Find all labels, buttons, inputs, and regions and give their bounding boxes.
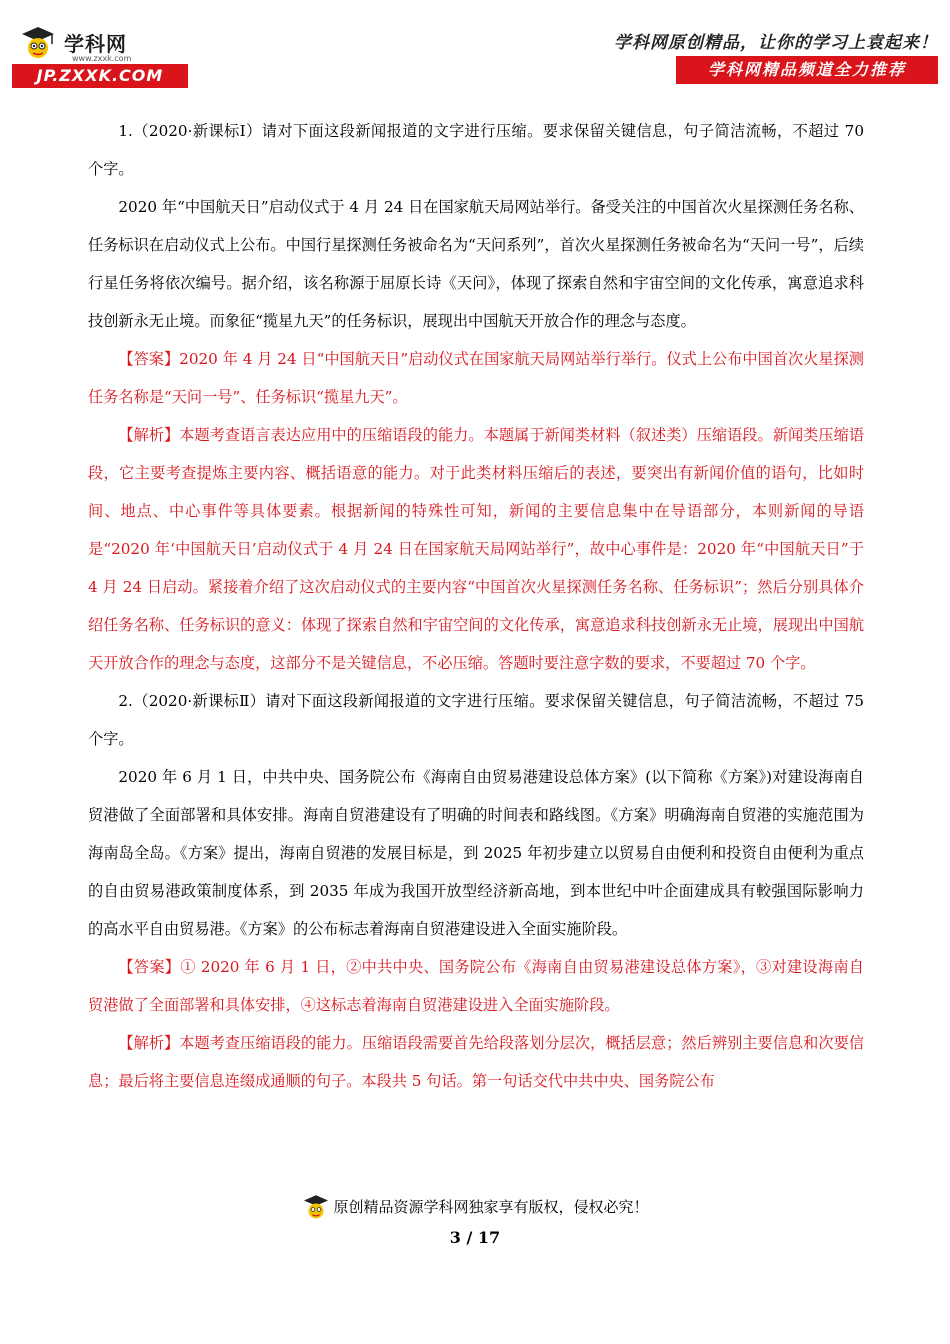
- recommend-banner: 学科网精品频道全力推荐: [676, 56, 938, 84]
- header-slogan: 学科网原创精品，让你的学习上袁起来！: [614, 33, 938, 53]
- question-1-answer: 【答案】2020 年 4 月 24 日“中国航天日”启动仪式在国家航天局网站举行举行。仪式上公布中国首次火星探测任务名称是“天问一号”、任务标识“揽星九天”。: [88, 350, 864, 406]
- question-2-analysis: 【解析】本题考查压缩语段的能力。压缩语段需要首先给段落划分层次，概括层意；然后辨别主要信息和次要信息；最后将主要信息连缀成通顺的句子。本段共 5 句话。第一句话交代中共中央、国务院公布: [88, 1034, 864, 1090]
- page-header: [0, 0, 950, 100]
- question-2-passage: 2020 年 6 月 1 日，中共中央、国务院公布《海南自由贸易港建设总体方案》(以下简称《方案》)对建设海南自贸港做了全面部署和具体安排。海南自贸港建设有了明确的时间表和路线图。《方案》明确海南自贸港的实施范围为海南岛全岛。《方案》提出，海南自贸港的发展目标是，到 2025 年初步建立以贸易自由便利和投资自由便利为重点的自由贸易港政策制度体系，到 2035 年成为我国开放型经济新高地，到本世纪中叶企面建成具有較强国际影响力的高水平自由贸易港。《方案》的公布标志着海南自贸港建设进入全面实施阶段。: [88, 768, 864, 938]
- question-2-prompt: 2.（2020·新课标Ⅱ）请对下面这段新闻报道的文字进行压缩。要求保留关键信息，句子简洁流畅，不超过 75 个字。: [88, 692, 864, 748]
- document-body: [88, 112, 864, 1100]
- question-1-passage: 2020 年“中国航天日”启动仪式于 4 月 24 日在国家航天局网站举行。备受关注的中国首次火星探测任务名称、任务标识在启动仪式上公布。中国行星探测任务被命名为“天问系列”，首次火星探测任务被命名为“天问一号”，后续行星任务将依次编号。据介绍，该名称源于屈原长诗《天问》，体现了探索自然和宇宙空间的文化传承，寓意追求科技创新永无止境。而象征“揽星九天”的任务标识，展现出中国航天开放合作的理念与态度。: [88, 198, 864, 330]
- copyright-notice: [0, 1193, 950, 1223]
- question-1-analysis: 【解析】本题考查语言表达应用中的压缩语段的能力。本题属于新闻类材料（叙述类）压缩语段。新闻类压缩语段，它主要考查提炼主要内容、概括语意的能力。对于此类材料压缩后的表述，要突出有新闻价值的语句，比如时间、地点、中心事件等具体要素。根据新闻的特殊性可知，新闻的主要信息集中在导语部分，本则新闻的导语是“2020 年‘中国航天日’启动仪式于 4 月 24 日在国家航天局网站举行”，故中心事件是：2020 年“中国航天日”于 4 月 24 日启动。紧接着介绍了这次启动仪式的主要内容“中国首次火星探测任务名称、任务标识”；然后分别具体介绍任务名称、任务标识的意义：体现了探索自然和宇宙空间的文化传承，寓意追求科技创新永无止境，展现出中国航天开放合作的理念与态度，这部分不是关键信息，不必压缩。答题时要注意字数的要求，不要超过 70 个字。: [88, 426, 864, 672]
- brand-url-small: www.zxxk.com: [72, 54, 132, 63]
- brand-name: 学科网: [64, 32, 127, 56]
- question-2-answer: 【答案】① 2020 年 6 月 1 日，②中共中央、国务院公布《海南自由贸易港建设总体方案》，③对建设海南自贸港做了全面部署和具体安排，④这标志着海南自贸港建设进入全面实施阶段。: [88, 958, 864, 1014]
- brand-domain: JP.ZXXK.COM: [12, 64, 188, 88]
- page-number: 3 / 17: [449, 1228, 501, 1247]
- mascot-icon: [301, 1193, 331, 1223]
- zxxk-logo[interactable]: [12, 22, 192, 86]
- copyright-text: 原创精品资源学科网独家享有版权，侵权必究！: [333, 1198, 649, 1216]
- mascot-icon: [18, 24, 58, 64]
- question-1-prompt: 1.（2020·新课标Ⅰ）请对下面这段新闻报道的文字进行压缩。要求保留关键信息，句子简洁流畅，不超过 70 个字。: [88, 122, 864, 178]
